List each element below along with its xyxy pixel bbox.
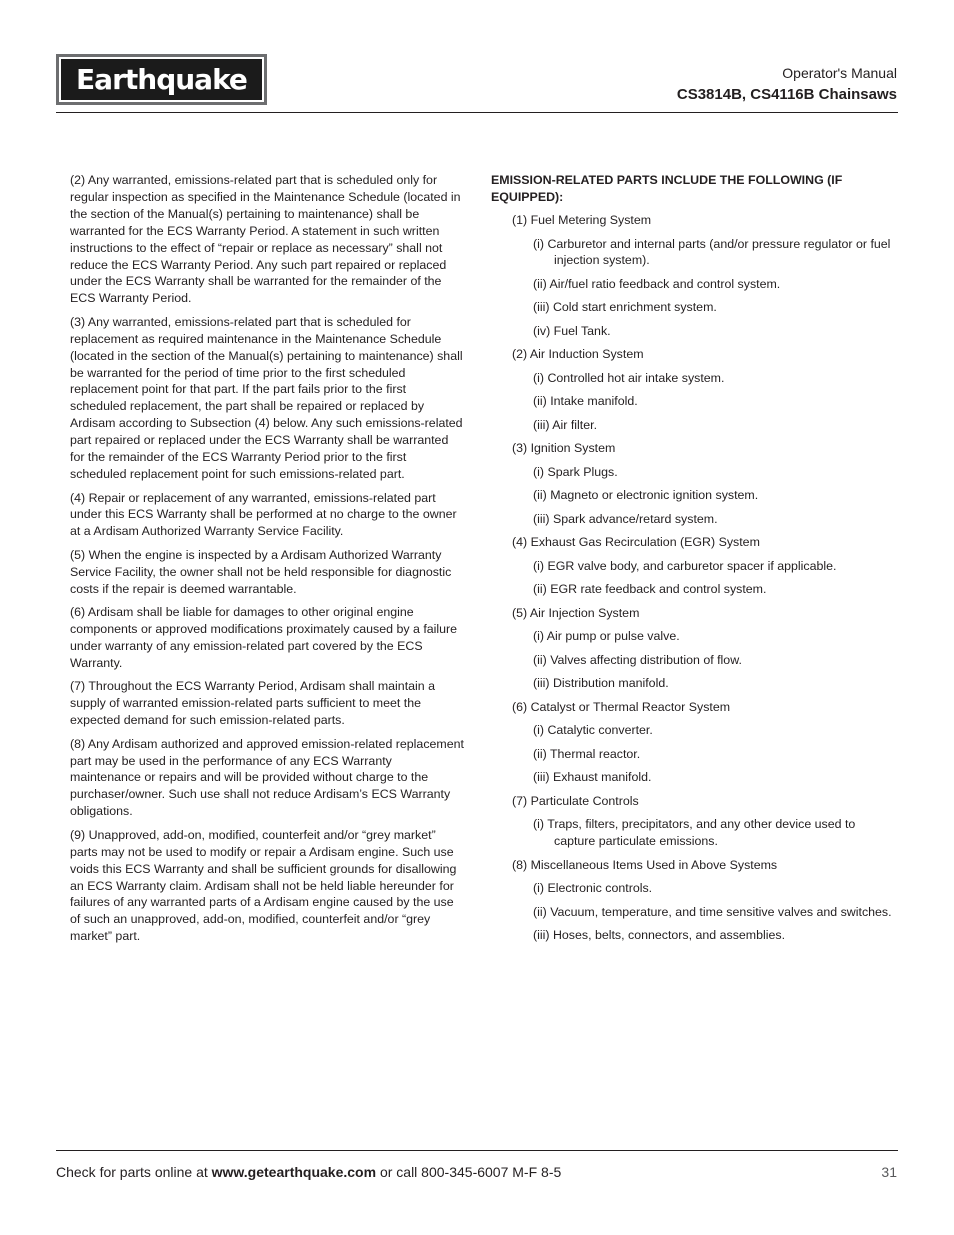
list-item: (ii) EGR rate feedback and control system. xyxy=(533,582,767,597)
list-item: (i) Electronic controls. xyxy=(533,881,653,896)
list-item: (ii) Thermal reactor. xyxy=(533,746,641,761)
ignition-group-title: (3) Ignition System xyxy=(512,441,616,456)
logo-frame xyxy=(59,57,264,102)
warranty-paragraph-3: (3) Any warranted, emissions-related part that is scheduled for replacement as required maintenance in the Maintenance Schedule (located in the section of the Manual(s) pertaining to maintenance) shall be warranted for the period of time prior to the first scheduled replacement point for that part. If the part fails prior to the first scheduled replacement, the part shall be repaired or replaced by Ardisam according to Subsection (4) below. Any such emissions-related part repaired or replaced under the ECS Warranty shall be warranted for the remainder of the ECS Warranty Period prior to the first scheduled replacement point for such emissions-related part. xyxy=(70,314,463,481)
list-item: (iv) Fuel Tank. xyxy=(533,323,611,338)
list-item: (iii) Hoses, belts, connectors, and assemblies. xyxy=(533,928,786,943)
list-item: (iii) Cold start enrichment system. xyxy=(533,300,717,315)
warranty-paragraph-5: (5) When the engine is inspected by a Ardisam Authorized Warranty Service Facility, the owner shall not be held responsible for diagnostic costs if the repair is deemed warrantable. xyxy=(70,547,452,596)
catalyst-group-title: (6) Catalyst or Thermal Reactor System xyxy=(512,699,731,714)
emission-parts-heading: EMISSION-RELATED PARTS INCLUDE THE FOLLOWING (IF EQUIPPED): xyxy=(491,173,843,204)
logo-text: Earthquake xyxy=(76,62,247,96)
warranty-paragraph-2: (2) Any warranted, emissions-related part that is scheduled only for regular inspection as specified in the Maintenance Schedule (located in the section of the Manual(s) pertaining to maintenance) shall be warranted for the ECS Warranty Period. A statement in such written instructions to the effect of “repair or replace as necessary” shall not reduce the ECS Warranty Period. Any such part repaired or replaced under the ECS Warranty shall be warranted for the remainder of the ECS Warranty Period. xyxy=(70,173,461,306)
warranty-paragraph-8: (8) Any Ardisam authorized and approved emission-related replacement part may be used in the performance of any ECS Warranty maintenance or repairs and will be provided without charge to the purchaser/owner. Such use shall not reduce Ardisam’s ECS Warranty obligations. xyxy=(70,736,464,819)
right-column xyxy=(491,172,898,951)
list-item: (ii) Air/fuel ratio feedback and control system. xyxy=(533,276,781,291)
website-link[interactable]: www.getearthquake.com xyxy=(211,1164,377,1180)
left-column xyxy=(70,172,465,952)
warranty-paragraph-9: (9) Unapproved, add-on, modified, counterfeit and/or “grey market” parts may not be used to modify or repair a Ardisam engine. Such use voids this ECS Warranty and shall be sufficient grounds for disallowing an ECS Warranty claim. Ardisam shall not be held liable hereunder for failures of any warranted parts of a Ardisam engine caused by the use of such an unapproved, add-on, modified, counterfeit and/or “grey market” part. xyxy=(70,827,457,944)
list-item: (i) Spark Plugs. xyxy=(533,464,618,479)
manual-label: Operator's Manual xyxy=(782,65,897,81)
earthquake-logo xyxy=(56,54,267,105)
list-item: (i) Controlled hot air intake system. xyxy=(533,370,725,385)
warranty-paragraph-6: (6) Ardisam shall be liable for damages to other original engine components or approved modifications proximately caused by a failure under warranty of any emission-related part covered by the ECS Warranty. xyxy=(70,605,458,670)
air-induction-group-title: (2) Air Induction System xyxy=(512,347,644,362)
warranty-paragraph-4: (4) Repair or replacement of any warranted, emissions-related part under this ECS Warranty shall be performed at no charge to the owner at a Ardisam Authorized Warranty Service Facility. xyxy=(70,490,457,539)
list-item: (iii) Distribution manifold. xyxy=(533,676,669,691)
footer-prefix: Check for parts online at xyxy=(56,1164,212,1180)
list-item: (ii) Magneto or electronic ignition system. xyxy=(533,488,759,503)
egr-group-title: (4) Exhaust Gas Recirculation (EGR) System xyxy=(512,535,760,550)
list-item: (i) Air pump or pulse valve. xyxy=(533,629,680,644)
footer-contact xyxy=(56,1163,561,1181)
warranty-paragraph-7: (7) Throughout the ECS Warranty Period, Ardisam shall maintain a supply of warranted emission-related parts sufficient to meet the expected demand for such emission-related parts. xyxy=(70,679,436,728)
miscellaneous-group-title: (8) Miscellaneous Items Used in Above Systems xyxy=(512,857,778,872)
fuel-metering-group-title: (1) Fuel Metering System xyxy=(512,213,652,227)
list-item: (iii) Exhaust manifold. xyxy=(533,770,652,785)
header-divider xyxy=(56,112,898,113)
particulate-group-title: (7) Particulate Controls xyxy=(512,793,639,808)
footer-suffix: or call 800-345-6007 M-F 8-5 xyxy=(376,1164,562,1180)
list-item: (ii) Vacuum, temperature, and time sensitive valves and switches. xyxy=(533,904,892,919)
list-item: (i) EGR valve body, and carburetor spacer if applicable. xyxy=(533,558,837,573)
list-item: (iii) Spark advance/retard system. xyxy=(533,511,718,526)
list-item: (i) Catalytic converter. xyxy=(533,723,653,738)
list-item: (ii) Valves affecting distribution of flow. xyxy=(533,652,742,667)
footer-divider xyxy=(56,1150,898,1151)
list-item: (ii) Intake manifold. xyxy=(533,394,638,409)
page-number: 31 xyxy=(881,1164,897,1180)
air-injection-group-title: (5) Air Injection System xyxy=(512,605,640,620)
list-item: (i) Traps, filters, precipitators, and any other device used to capture particulate emissions. xyxy=(533,817,856,849)
model-title: CS3814B, CS4116B Chainsaws xyxy=(676,86,897,103)
list-item: (i) Carburetor and internal parts (and/or pressure regulator or fuel injection system). xyxy=(533,236,891,268)
list-item: (iii) Air filter. xyxy=(533,417,598,432)
